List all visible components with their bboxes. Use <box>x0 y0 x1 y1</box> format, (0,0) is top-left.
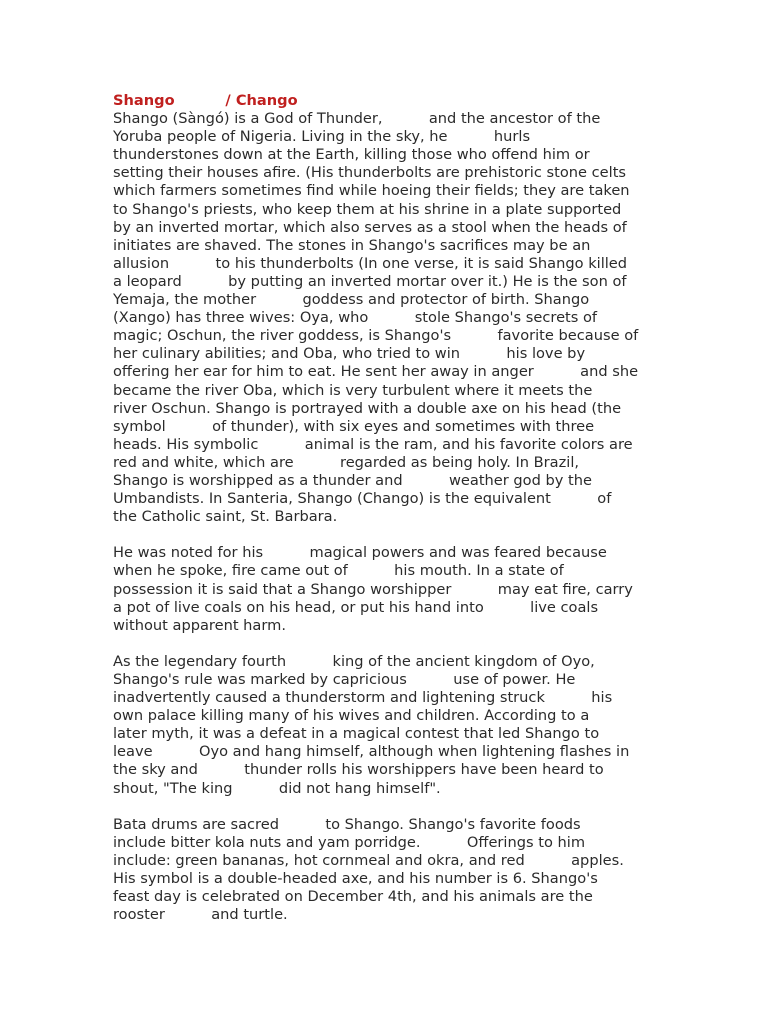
text-line: Shango (Sàngó) is a God of Thunder, and the ancestor of the <box>113 110 601 128</box>
text-line: thunderstones down at the Earth, killing those who offend him or <box>113 146 590 164</box>
text-line: Yemaja, the mother goddess and protector of birth. Shango <box>113 291 590 309</box>
text-line: Shango is worshipped as a thunder and weather god by the <box>113 471 593 489</box>
paragraph-container <box>113 110 673 924</box>
text-line: rooster and turtle. <box>113 906 288 924</box>
text-line: allusion to his thunderbolts (In one verse, it is said Shango killed <box>113 254 628 272</box>
text-line: Shango's rule was marked by capricious use of power. He <box>113 671 576 688</box>
text-line: later myth, it was a defeat in a magical contest that led Shango to <box>113 725 600 743</box>
text-line: the sky and thunder rolls his worshippers have been heard to <box>113 761 604 779</box>
text-line: own palace killing many of his wives and children. According to a <box>113 707 590 725</box>
text-line: heads. His symbolic animal is the ram, and his favorite colors are <box>113 435 633 453</box>
text-line: setting their houses afire. (His thunderbolts are prehistoric stone celts <box>113 164 627 182</box>
text-line: red and white, which are regarded as being holy. In Brazil, <box>113 453 580 471</box>
text-line: a pot of live coals on his head, or put his hand into live coals <box>113 598 599 616</box>
text-line: which farmers sometimes find while hoeing their fields; they are taken <box>113 182 630 200</box>
paragraph <box>113 816 673 925</box>
text-line: became the river Oba, which is very turbulent where it meets the <box>113 381 593 399</box>
text-line: include: green bananas, hot cornmeal and okra, and red apples. <box>113 851 624 869</box>
text-line: shout, "The king did not hang himself". <box>113 779 441 797</box>
paragraph <box>113 653 673 798</box>
text-line: her culinary abilities; and Oba, who tried to win his love by <box>113 345 586 363</box>
text-line: leave Oyo and hang himself, although when lightening flashes in <box>113 743 630 761</box>
text-line: He was noted for his magical powers and was feared because <box>113 544 607 562</box>
text-line: river Oschun. Shango is portrayed with a double axe on his head (the <box>113 399 622 417</box>
text-line: His symbol is a double-headed axe, and his number is 6. Shango's <box>113 870 598 888</box>
page-title: Shango / Chango <box>113 92 298 109</box>
text-line: a leopard by putting an inverted mortar over it.) He is the son of <box>113 272 627 290</box>
paragraph <box>113 110 673 526</box>
text-line: (Xango) has three wives: Oya, who stole Shango's secrets of <box>113 309 598 327</box>
text-line: initiates are shaved. The stones in Shango's sacrifices may be an <box>113 236 591 254</box>
text-line: include bitter kola nuts and yam porridge. Offerings to him <box>113 833 586 851</box>
text-line: possession it is said that a Shango worshipper may eat fire, carry <box>113 580 633 598</box>
text-line: feast day is celebrated on December 4th, and his animals are the <box>113 888 593 906</box>
text-line: the Catholic saint, St. Barbara. <box>113 508 338 526</box>
text-line: offering her ear for him to eat. He sent her away in anger and she <box>113 363 639 381</box>
text-line: inadvertently caused a thunderstorm and lightening struck his <box>113 689 613 707</box>
text-line: Yoruba people of Nigeria. Living in the sky, he hurls <box>113 128 531 146</box>
paragraph <box>113 544 673 634</box>
text-line: to Shango's priests, who keep them at his shrine in a plate supported <box>113 200 622 218</box>
text-line: magic; Oschun, the river goddess, is Shango's favorite because of <box>113 327 639 345</box>
text-line: As the legendary fourth king of the ancient kingdom of Oyo, <box>113 652 595 670</box>
text-line: Umbandists. In Santeria, Shango (Chango) is the equivalent of <box>113 490 612 508</box>
document-body <box>113 92 673 942</box>
text-line: by an inverted mortar, which also serves as a stool when the heads of <box>113 218 627 236</box>
text-line: when he spoke, fire came out of his mouth. In a state of <box>113 562 564 580</box>
text-line: symbol of thunder), with six eyes and sometimes with three <box>113 417 595 435</box>
text-line: Bata drums are sacred to Shango. Shango's favorite foods <box>113 815 581 833</box>
text-line: without apparent harm. <box>113 616 286 634</box>
